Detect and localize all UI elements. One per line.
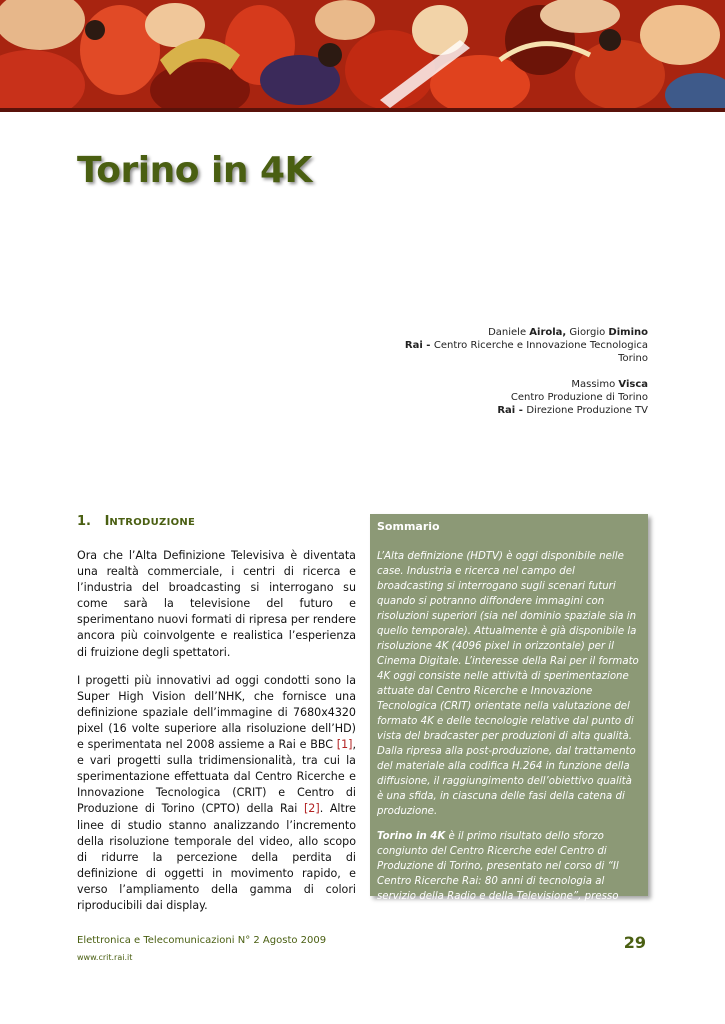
- reference-link-2[interactable]: [2]: [303, 802, 320, 816]
- body-text: I progetti più innovativi ad oggi condotti sono la Super High Vision dell’NHK, che fornisce una definizione spaziale dell’immagine di 7680x4320 pixel (16 volte superiore alla risoluzione dell’HD) e sperimentata nel 2008 assieme a Rai e BBC: [77, 673, 356, 752]
- reference-link-1[interactable]: [1]: [336, 738, 353, 752]
- author-text: Massimo: [571, 379, 619, 390]
- section-title-initial: I: [104, 514, 110, 529]
- page-number: 29: [623, 933, 646, 952]
- affiliation-line-1: [248, 339, 648, 352]
- summary-paragraph-2: [377, 829, 641, 934]
- author-block: [248, 326, 648, 417]
- author-surname: Visca: [618, 379, 648, 390]
- summary-paragraph-1: L’Alta definizione (HDTV) è oggi disponibile nelle case. Industria e ricerca nel campo del broadcasting si interrogano sugli scenari futuri quando si potranno diffondere immagini con risoluzioni superiori (sia nel dominio spaziale sia in quello temporale). Attualmente è già disponibile la risoluzione 4K (4096 pixel in orizzontale) per il Cinema Digitale. L’interesse della Rai per il formato 4K oggi consiste nelle attività di sperimentazione attuate dal Centro Ricerche e Innovazione Tecnologica (CRIT) orientate nella valutazione del formato 4K e delle tecnologie relative dal punto di vista del bradcaster per produzioni di alta qualità. Dalla ripresa alla post-produzione, dal trattamento del materiale alla codifica H.264 in funzione della diffusione, il raggiungimento dell’obiettivo qualità è una sfida, in ciascuna delle fasi della catena di produzione.: [377, 551, 639, 817]
- section-title-rest: NTRODUZIONE: [109, 517, 196, 528]
- section-heading: [77, 514, 195, 529]
- footer-url-link[interactable]: www.crit.rai.it: [77, 953, 133, 962]
- affiliation-text: Direzione Produzione TV: [526, 405, 648, 416]
- affiliation-org: Rai -: [404, 340, 434, 351]
- summary-box: [370, 514, 648, 932]
- body-paragraph-1: Ora che l’Alta Definizione Televisiva è diventata una realtà commerciale, i centri di ricerca e l’industria del broadcasting si interrogano su come sarà la televisione del futuro e sperimentano nuovi formati di ripresa per rendere ancora più coinvolgente e realistica l’esperienza di fruizione degli spettatori.: [77, 549, 356, 659]
- page-title: Torino in 4K: [77, 150, 312, 191]
- authors-line-2: [248, 378, 648, 391]
- affiliation-org: Rai -: [497, 405, 527, 416]
- author-surname: Dimino: [608, 327, 648, 338]
- body-column: [77, 548, 356, 926]
- header-banner-illustration: [0, 0, 725, 112]
- body-text: , e vari progetti sulla tridimensionalità, tra cui la sperimentazione effettuata dal Centro Ricerche e Innovazione Tecnologica (CRIT) e Centro di Produzione di Torino (CPTO) della Rai: [77, 738, 356, 816]
- banner-painting: [0, 0, 725, 112]
- section-number: 1.: [77, 514, 91, 529]
- journal-footer: Elettronica e Telecomunicazioni N° 2 Agosto 2009: [77, 935, 327, 946]
- affiliation-line-3: [248, 404, 648, 417]
- body-paragraph-2: [77, 673, 356, 914]
- author-surname: Airola,: [529, 327, 567, 338]
- author-text: Daniele: [488, 327, 530, 338]
- affiliation-city: Torino: [618, 353, 648, 364]
- summary-highlight: Torino in 4K: [377, 831, 446, 842]
- summary-text: è il primo risultato dello sforzo congiunto del Centro Ricerche edel Centro di Produzione di Torino, presentato nel corso di “Il Centro Ricerche Rai: 80 anni di tecnologia al servizio della Radio e della Televisione”, presso l’Auditorium Rai a Torino dal 20 al 26 settembre 2009, in occasione del Prix Italia.: [377, 831, 622, 932]
- summary-heading: Sommario: [377, 520, 440, 533]
- author-text: Giorgio: [566, 327, 609, 338]
- affiliation-line-2: Centro Produzione di Torino: [510, 392, 648, 403]
- authors-line-1: [248, 326, 648, 339]
- body-text: . Altre linee di studio stanno analizzando l’incremento della risoluzione temporale del video, allo scopo di ridurre la percezione della perdita di definizione di oggetti in movimento rapido, e verso l’ampliamento della gamma di colori riproducibili dai display.: [77, 802, 356, 912]
- affiliation-text: Centro Ricerche e Innovazione Tecnologica: [433, 340, 648, 351]
